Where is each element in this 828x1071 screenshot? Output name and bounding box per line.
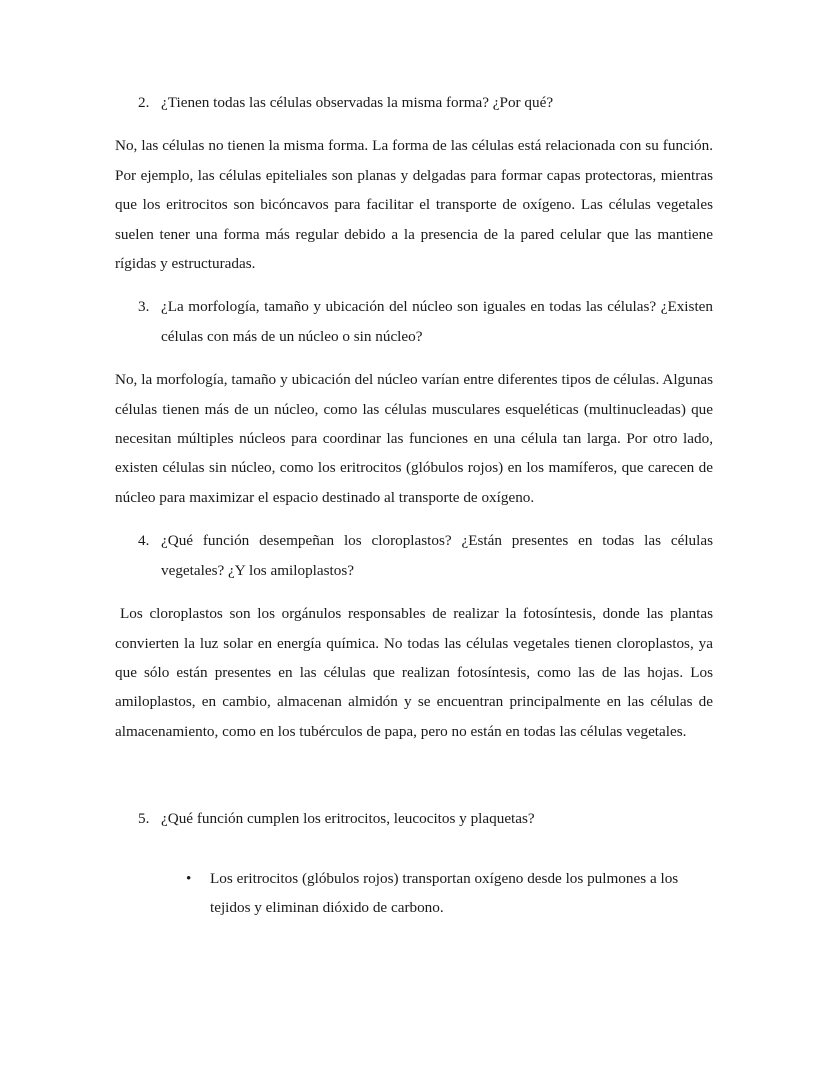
document-content (115, 88, 713, 922)
question-item-3 (115, 292, 713, 351)
question-number-4: 4. (138, 532, 150, 550)
list-item (115, 864, 713, 923)
bullet-icon: • (186, 869, 192, 887)
question-number-5: 5. (138, 810, 150, 828)
spacer (115, 512, 713, 526)
question-text-2: ¿Tienen todas las células observadas la misma forma? ¿Por qué? (161, 94, 554, 111)
answer-paragraph-3: No, la morfología, tamaño y ubicación del núcleo varían entre diferentes tipos de células. Algunas células tienen más de un núcleo, como las células musculares esqueléticas (multinucleadas) que necesitan múltiples núcleos para coordinar las funciones en una célula tan larga. Por otro lado, existen células sin núcleo, como los eritrocitos (glóbulos rojos) en los mamíferos, que carecen de núcleo para maximizar el espacio destinado al transporte de oxígeno. (115, 371, 713, 506)
question-number-3: 3. (138, 298, 150, 316)
spacer (115, 117, 713, 131)
list-item-text: Los eritrocitos (glóbulos rojos) transportan oxígeno desde los pulmones a los tejidos y eliminan dióxido de carbono. (210, 869, 679, 916)
spacer (115, 834, 713, 864)
question-text-3: ¿La morfología, tamaño y ubicación del núcleo son iguales en todas las células? ¿Existen células con más de un núcleo o sin núcleo? (161, 298, 713, 345)
spacer (115, 278, 713, 292)
spacer (115, 746, 713, 804)
question-item-5 (115, 804, 713, 833)
question-item-2 (115, 88, 713, 117)
answer-paragraph-4: Los cloroplastos son los orgánulos responsables de realizar la fotosíntesis, donde las plantas convierten la luz solar en energía química. No todas las células vegetales tienen cloroplastos, ya que sólo están presentes en las células que realizan fotosíntesis, como las de las hojas. Los amiloplastos, en cambio, almacenan almidón y se encuentran principalmente en las células de almacenamiento, como en los tubérculos de papa, pero no están en todas las células vegetales. (115, 605, 713, 740)
answer-paragraph-2: No, las células no tienen la misma forma. La forma de las células está relacionada con su función. Por ejemplo, las células epiteliales son planas y delgadas para formar capas protectoras, mientras que los eritrocitos son bicóncavos para facilitar el transporte de oxígeno. Las células vegetales suelen tener una forma más regular debido a la presencia de la pared celular que las mantiene rígidas y estructuradas. (115, 137, 713, 273)
question-item-4 (115, 526, 713, 585)
spacer (115, 351, 713, 365)
question-text-4: ¿Qué función desempeñan los cloroplastos? ¿Están presentes en todas las células vegetales? ¿Y los amiloplastos? (161, 532, 713, 579)
question-text-5: ¿Qué función cumplen los eritrocitos, leucocitos y plaquetas? (161, 810, 535, 828)
question-number-2: 2. (138, 94, 150, 111)
spacer (115, 585, 713, 599)
